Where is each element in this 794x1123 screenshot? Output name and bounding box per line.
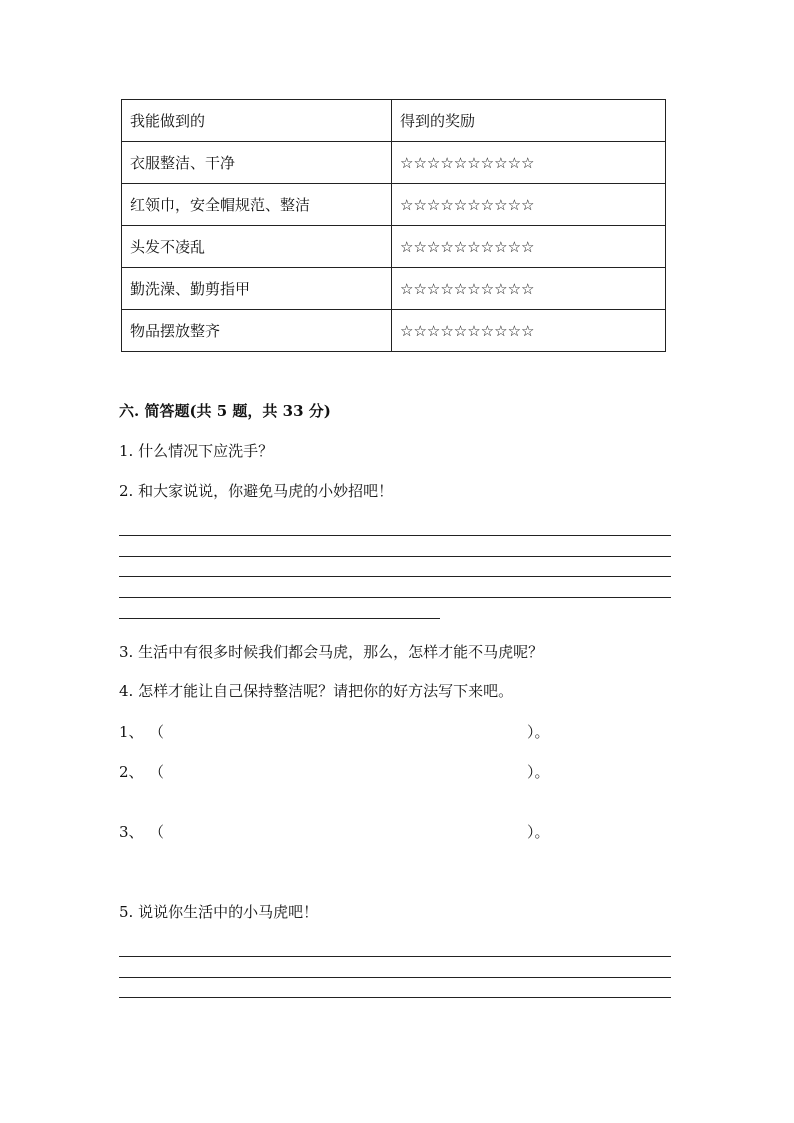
- table-row: [122, 184, 666, 226]
- row-item: 勤洗澡、勤剪指甲: [122, 268, 392, 310]
- table-header-row: [122, 100, 666, 142]
- table-row: [122, 310, 666, 352]
- item-number: 2、: [119, 763, 144, 781]
- table-row: [122, 142, 666, 184]
- reward-table: [121, 99, 666, 352]
- row-stars: ☆☆☆☆☆☆☆☆☆☆: [392, 310, 666, 352]
- fill-in-item[interactable]: [119, 721, 599, 741]
- question-4: 4. 怎样才能让自己保持整洁呢？请把你的好方法写下来吧。: [119, 682, 514, 700]
- header-reward: 得到的奖励: [392, 100, 666, 142]
- row-item: 红领巾，安全帽规范、整洁: [122, 184, 392, 226]
- fill-in-item[interactable]: [119, 761, 599, 781]
- table-row: [122, 226, 666, 268]
- answer-line[interactable]: [119, 556, 671, 557]
- row-item: 物品摆放整齐: [122, 310, 392, 352]
- row-stars: ☆☆☆☆☆☆☆☆☆☆: [392, 268, 666, 310]
- answer-line[interactable]: [119, 597, 671, 598]
- answer-line[interactable]: [119, 977, 671, 978]
- close-paren: ）。: [527, 763, 550, 781]
- open-paren: （: [149, 723, 165, 741]
- close-paren: ）。: [527, 823, 550, 841]
- answer-line[interactable]: [119, 618, 440, 619]
- row-stars: ☆☆☆☆☆☆☆☆☆☆: [392, 142, 666, 184]
- item-number: 3、: [119, 823, 144, 841]
- open-paren: （: [149, 823, 165, 841]
- item-number: 1、: [119, 723, 144, 741]
- answer-line[interactable]: [119, 576, 671, 577]
- close-paren: ）。: [527, 723, 550, 741]
- answer-line[interactable]: [119, 956, 671, 957]
- header-can-do: 我能做到的: [122, 100, 392, 142]
- row-item: 衣服整洁、干净: [122, 142, 392, 184]
- question-5: 5. 说说你生活中的小马虎吧！: [119, 903, 319, 921]
- section-title: 六. 简答题(共 5 题，共 33 分): [119, 402, 331, 420]
- answer-line[interactable]: [119, 535, 671, 536]
- question-2: 2. 和大家说说，你避免马虎的小妙招吧！: [119, 482, 394, 500]
- row-item: 头发不凌乱: [122, 226, 392, 268]
- question-3: 3. 生活中有很多时候我们都会马虎，那么，怎样才能不马虎呢？: [119, 643, 544, 661]
- row-stars: ☆☆☆☆☆☆☆☆☆☆: [392, 226, 666, 268]
- open-paren: （: [149, 763, 165, 781]
- row-stars: ☆☆☆☆☆☆☆☆☆☆: [392, 184, 666, 226]
- question-1: 1. 什么情况下应洗手？: [119, 442, 274, 460]
- answer-line[interactable]: [119, 997, 671, 998]
- table-row: [122, 268, 666, 310]
- fill-in-item[interactable]: [119, 821, 599, 841]
